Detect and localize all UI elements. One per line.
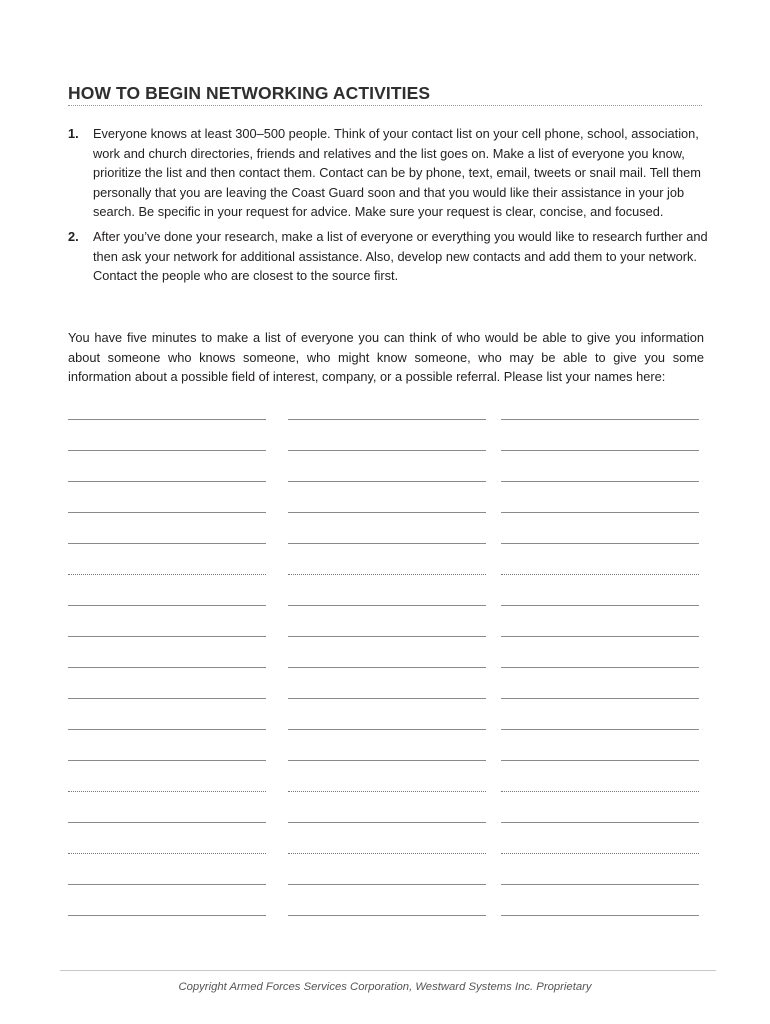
name-entry-line[interactable] — [501, 884, 699, 885]
name-entry-line[interactable] — [68, 822, 266, 823]
name-entry-line[interactable] — [501, 543, 699, 544]
name-entry-line[interactable] — [501, 698, 699, 699]
name-entry-line[interactable] — [501, 853, 699, 854]
name-entry-line[interactable] — [68, 667, 266, 668]
name-entry-line[interactable] — [68, 915, 266, 916]
name-entry-line[interactable] — [68, 543, 266, 544]
name-entry-line[interactable] — [501, 419, 699, 420]
name-entry-line[interactable] — [288, 822, 486, 823]
steps-list — [68, 124, 708, 291]
step-number: 2. — [68, 228, 79, 244]
name-entry-line[interactable] — [68, 760, 266, 761]
name-entry-line[interactable] — [288, 729, 486, 730]
name-entry-line[interactable] — [288, 698, 486, 699]
name-entry-line[interactable] — [288, 915, 486, 916]
step-number: 1. — [68, 126, 79, 141]
name-entry-line[interactable] — [288, 884, 486, 885]
name-entry-line[interactable] — [68, 512, 266, 513]
name-entry-line[interactable] — [501, 760, 699, 761]
name-entry-line[interactable] — [68, 884, 266, 885]
name-entry-line[interactable] — [288, 760, 486, 761]
name-entry-line[interactable] — [68, 481, 266, 482]
name-entry-line[interactable] — [501, 574, 699, 575]
name-entry-line[interactable] — [288, 853, 486, 854]
name-entry-line[interactable] — [288, 419, 486, 420]
name-entry-line[interactable] — [68, 791, 266, 792]
name-entry-line[interactable] — [68, 450, 266, 451]
name-entry-line[interactable] — [288, 512, 486, 513]
name-entry-line[interactable] — [288, 574, 486, 575]
name-entry-line[interactable] — [68, 698, 266, 699]
name-entry-line[interactable] — [501, 450, 699, 451]
title-divider — [68, 105, 702, 106]
instructions-paragraph: You have five minutes to make a list of everyone you can think of who would be able to give you information about someone who knows someone, who might know someone, who may be able to give you some information about a possible field of interest, company, or a possible referral. Please list your names here: — [68, 330, 704, 385]
name-entry-line[interactable] — [68, 605, 266, 606]
list-item — [68, 227, 708, 286]
name-entry-line[interactable] — [288, 481, 486, 482]
name-entry-line[interactable] — [68, 636, 266, 637]
name-entry-line[interactable] — [501, 605, 699, 606]
name-entry-line[interactable] — [501, 667, 699, 668]
name-entry-line[interactable] — [68, 574, 266, 575]
name-entry-line[interactable] — [501, 822, 699, 823]
step-text: After you’ve done your research, make a list of everyone or everything you would like to research further and then ask your network for additional assistance. Also, develop new contacts and add them to your network. Contact the people who are closest to the source first. — [93, 228, 708, 284]
name-entry-line[interactable] — [501, 512, 699, 513]
name-entry-line[interactable] — [288, 605, 486, 606]
copyright-footer: Copyright Armed Forces Services Corporation, Westward Systems Inc. Proprietary — [178, 981, 592, 993]
name-entry-line[interactable] — [501, 729, 699, 730]
name-entry-line[interactable] — [288, 667, 486, 668]
name-entry-line[interactable] — [501, 915, 699, 916]
name-entry-line[interactable] — [288, 450, 486, 451]
name-entry-line[interactable] — [288, 636, 486, 637]
name-entry-line[interactable] — [501, 481, 699, 482]
name-entry-line[interactable] — [288, 791, 486, 792]
name-entry-line[interactable] — [68, 853, 266, 854]
name-entry-line[interactable] — [501, 636, 699, 637]
name-entry-line[interactable] — [288, 543, 486, 544]
name-entry-line[interactable] — [501, 791, 699, 792]
page-title: HOW TO BEGIN NETWORKING ACTIVITIES — [68, 83, 431, 103]
step-text: Everyone knows at least 300–500 people. Think of your contact list on your cell phone, school, association, work and church directories, friends and relatives and the list goes on. Make a list of everyone you know, prioritize the list and then contact them. Contact can be by phone, text, email, tweets or snail mail. Tell them personally that you are leaving the Coast Guard soon and that you would like their assistance in your job search. Be specific in your request for advice. Make sure your request is clear, concise, and focused. — [93, 126, 701, 220]
list-item — [68, 124, 708, 222]
footer-divider — [60, 970, 716, 971]
name-entry-line[interactable] — [68, 729, 266, 730]
name-entry-line[interactable] — [68, 419, 266, 420]
